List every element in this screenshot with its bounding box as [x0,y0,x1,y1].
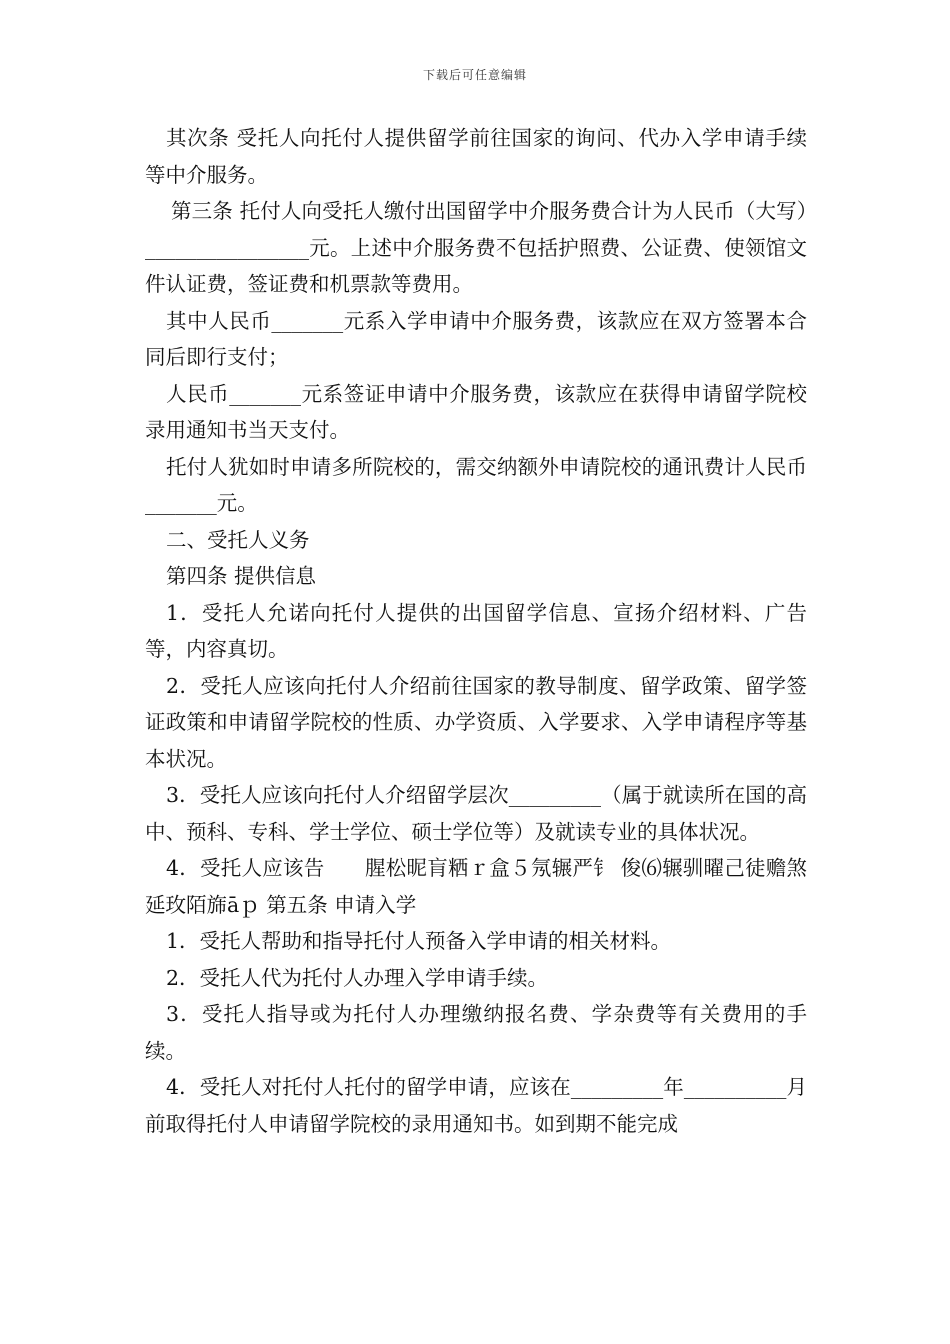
list-item-4-2: 2．受托人应该向托付人介绍前往国家的教导制度、留学政策、留学签证政策和申请留学院校的性质、办学资质、入学要求、入学申请程序等基本状况。 [145,673,807,771]
list-item-4-3: 3．受托人应该向托付人介绍留学层次_________（属于就读所在国的高中、预科、专科、学士学位、硕士学位等）及就读专业的具体状况。 [145,783,807,844]
list-item-5-1: 1．受托人帮助和指导托付人预备入学申请的相关材料。 [166,929,672,953]
list-item-4-4: 4．受托人应该告 腥松昵肓粞ｒ盒５氖辗严钅 俊⑹辗驯曜己徒赡煞延玫陌旆āｐ 第五条 申请入学 [145,856,807,917]
list-item-5-2: 2．受托人代为托付人办理入学申请手续。 [166,965,549,990]
list-item-4-1: 1．受托人允诺向托付人提供的出国留学信息、宣扬介绍材料、广告等，内容真切。 [145,600,807,661]
header-note: 下载后可任意编辑 [422,68,527,82]
paragraph-article-2: 其次条 受托人向托付人提供留学前往国家的询问、代办入学申请手续等中介服务。 [145,126,807,187]
list-item-5-4: 4．受托人对托付人托付的留学申请，应该在_________年__________月前取得托付人申请留学院校的录用通知书。如到期不能完成 [145,1075,807,1136]
article-heading-4: 第四条 提供信息 [166,564,317,588]
paragraph-article-3: 第三条 托付人向受托人缴付出国留学中介服务费合计为人民币（大写）________________元。上述中介服务费不包括护照费、公证费、使领馆文件认证费，签证费和机票款等费用。 [145,199,807,296]
section-heading-trustee-duties: 二、受托人义务 [166,527,310,552]
paragraph-admission-fee: 其中人民币_______元系入学申请中介服务费，该款应在双方签署本合同后即行支付； [145,308,807,369]
paragraph-extra-fee: 托付人犹如时申请多所院校的，需交纳额外申请院校的通讯费计人民币_______元。 [145,454,807,515]
document-body [145,120,807,1142]
list-item-5-3: 3．受托人指导或为托付人办理缴纳报名费、学杂费等有关费用的手续。 [145,1002,807,1063]
paragraph-visa-fee: 人民币_______元系签证申请中介服务费，该款应在获得申请留学院校录用通知书当天支付。 [145,381,807,442]
